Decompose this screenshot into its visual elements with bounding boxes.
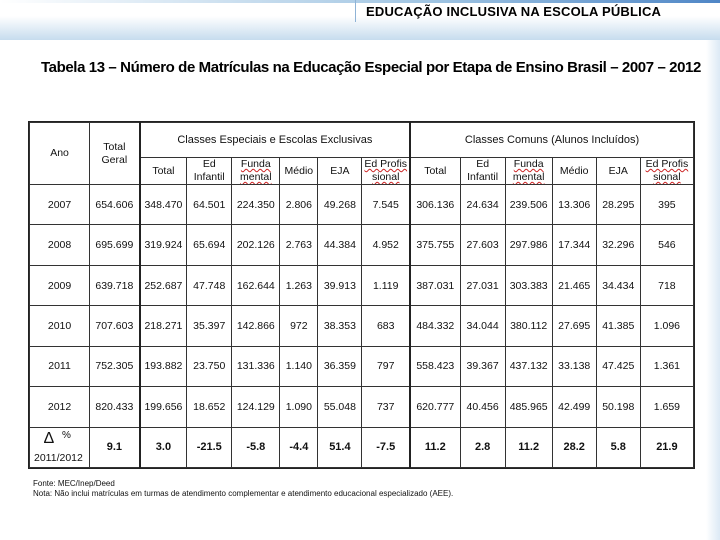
header-ano: Ano <box>30 123 90 185</box>
cell-ano: 2008 <box>30 225 90 265</box>
footer-source: Fonte: MEC/Inep/Deed <box>33 479 115 488</box>
cell-comuns: 40.456 <box>460 387 505 427</box>
cell-delta-comuns: 21.9 <box>640 427 693 467</box>
cell-especiais: 193.882 <box>140 346 187 386</box>
cell-comuns: 437.132 <box>505 346 552 386</box>
cell-comuns: 546 <box>640 225 693 265</box>
header-esp-eja: EJA <box>318 158 362 185</box>
cell-comuns: 558.423 <box>410 346 460 386</box>
header-com-ed-infantil: Ed Infantil <box>460 158 505 185</box>
cell-comuns: 32.296 <box>596 225 640 265</box>
cell-especiais: 202.126 <box>232 225 280 265</box>
cell-delta-comuns: 11.2 <box>505 427 552 467</box>
cell-comuns: 13.306 <box>552 185 596 225</box>
cell-comuns: 47.425 <box>596 346 640 386</box>
cell-especiais: 319.924 <box>140 225 187 265</box>
cell-comuns: 42.499 <box>552 387 596 427</box>
header-esp-fundamental-text: Funda mental <box>240 158 272 183</box>
data-table <box>29 122 694 468</box>
header-com-ed-profissional <box>640 158 693 185</box>
cell-delta-label <box>30 427 90 467</box>
cell-comuns: 24.634 <box>460 185 505 225</box>
cell-especiais: 65.694 <box>187 225 232 265</box>
cell-delta-especiais: 3.0 <box>140 427 187 467</box>
cell-delta-comuns: 2.8 <box>460 427 505 467</box>
cell-especiais: 23.750 <box>187 346 232 386</box>
header-esp-medio: Médio <box>280 158 318 185</box>
cell-ano: 2010 <box>30 306 90 346</box>
cell-especiais: 124.129 <box>232 387 280 427</box>
cell-especiais: 1.263 <box>280 265 318 305</box>
side-decoration <box>706 40 720 540</box>
cell-especiais: 131.336 <box>232 346 280 386</box>
cell-comuns: 484.332 <box>410 306 460 346</box>
table-row <box>30 306 694 346</box>
cell-comuns: 17.344 <box>552 225 596 265</box>
table-row <box>30 265 694 305</box>
header-com-ed-profissional-text: Ed Profis sional <box>645 158 689 183</box>
table-row <box>30 185 694 225</box>
header-divider <box>355 0 356 22</box>
cell-especiais: 2.806 <box>280 185 318 225</box>
cell-delta-especiais: -21.5 <box>187 427 232 467</box>
cell-especiais: 7.545 <box>362 185 410 225</box>
cell-comuns: 27.695 <box>552 306 596 346</box>
cell-especiais: 18.652 <box>187 387 232 427</box>
cell-comuns: 41.385 <box>596 306 640 346</box>
cell-especiais: 162.644 <box>232 265 280 305</box>
header-total-geral: Total Geral <box>90 123 140 185</box>
cell-comuns: 27.031 <box>460 265 505 305</box>
cell-total-geral: 752.305 <box>90 346 140 386</box>
header-esp-total: Total <box>140 158 187 185</box>
cell-delta-especiais: 51.4 <box>318 427 362 467</box>
cell-especiais: 972 <box>280 306 318 346</box>
delta-row <box>30 427 694 467</box>
cell-especiais: 4.952 <box>362 225 410 265</box>
cell-comuns: 395 <box>640 185 693 225</box>
cell-comuns: 306.136 <box>410 185 460 225</box>
cell-comuns: 1.361 <box>640 346 693 386</box>
cell-comuns: 50.198 <box>596 387 640 427</box>
cell-especiais: 224.350 <box>232 185 280 225</box>
cell-ano: 2007 <box>30 185 90 225</box>
cell-comuns: 34.434 <box>596 265 640 305</box>
header-title: EDUCAÇÃO INCLUSIVA NA ESCOLA PÚBLICA <box>366 4 662 19</box>
cell-delta-especiais: -4.4 <box>280 427 318 467</box>
cell-comuns: 1.659 <box>640 387 693 427</box>
header-com-total: Total <box>410 158 460 185</box>
cell-comuns: 39.367 <box>460 346 505 386</box>
table-row <box>30 225 694 265</box>
cell-especiais: 252.687 <box>140 265 187 305</box>
table-header-group-row <box>30 123 694 158</box>
cell-delta-especiais: -7.5 <box>362 427 410 467</box>
cell-delta-comuns: 11.2 <box>410 427 460 467</box>
cell-total-geral: 707.603 <box>90 306 140 346</box>
cell-especiais: 218.271 <box>140 306 187 346</box>
header-com-medio: Médio <box>552 158 596 185</box>
cell-especiais: 1.140 <box>280 346 318 386</box>
cell-especiais: 39.913 <box>318 265 362 305</box>
cell-delta-comuns: 5.8 <box>596 427 640 467</box>
cell-especiais: 199.656 <box>140 387 187 427</box>
cell-comuns: 1.096 <box>640 306 693 346</box>
cell-comuns: 33.138 <box>552 346 596 386</box>
header-classes-especiais: Classes Especiais e Escolas Exclusivas <box>140 123 410 158</box>
cell-especiais: 64.501 <box>187 185 232 225</box>
cell-total-geral: 654.606 <box>90 185 140 225</box>
cell-comuns: 380.112 <box>505 306 552 346</box>
cell-comuns: 485.965 <box>505 387 552 427</box>
cell-ano: 2012 <box>30 387 90 427</box>
cell-especiais: 55.048 <box>318 387 362 427</box>
header-com-fundamental <box>505 158 552 185</box>
cell-ano: 2011 <box>30 346 90 386</box>
footer-note: Nota: Não inclui matrículas em turmas de atendimento complementar e atendimento educacional especializado (AEE). <box>33 489 454 498</box>
delta-label-wrap <box>30 428 89 467</box>
header-accent-line <box>0 0 720 3</box>
cell-especiais: 1.090 <box>280 387 318 427</box>
delta-period: 2011/2012 <box>34 452 83 464</box>
header-esp-ed-profissional-text: Ed Profis sional <box>364 158 408 183</box>
cell-especiais: 797 <box>362 346 410 386</box>
cell-comuns: 718 <box>640 265 693 305</box>
header-esp-fundamental <box>232 158 280 185</box>
cell-especiais: 36.359 <box>318 346 362 386</box>
header-classes-comuns: Classes Comuns (Alunos Incluídos) <box>410 123 693 158</box>
cell-total-geral: 820.433 <box>90 387 140 427</box>
header-com-eja: EJA <box>596 158 640 185</box>
cell-especiais: 47.748 <box>187 265 232 305</box>
cell-especiais: 348.470 <box>140 185 187 225</box>
cell-especiais: 737 <box>362 387 410 427</box>
cell-comuns: 387.031 <box>410 265 460 305</box>
cell-ano: 2009 <box>30 265 90 305</box>
cell-delta-comuns: 28.2 <box>552 427 596 467</box>
delta-symbol: ∆ <box>44 429 54 447</box>
cell-total-geral: 639.718 <box>90 265 140 305</box>
table-row <box>30 346 694 386</box>
cell-especiais: 38.353 <box>318 306 362 346</box>
cell-comuns: 620.777 <box>410 387 460 427</box>
cell-especiais: 142.866 <box>232 306 280 346</box>
slide-title: Tabela 13 – Número de Matrículas na Educação Especial por Etapa de Ensino Brasil – 2007 – 2012 <box>41 59 701 76</box>
cell-total-geral: 695.699 <box>90 225 140 265</box>
enrollment-table <box>28 121 695 469</box>
cell-comuns: 375.755 <box>410 225 460 265</box>
cell-especiais: 35.397 <box>187 306 232 346</box>
cell-comuns: 28.295 <box>596 185 640 225</box>
table-footer <box>33 479 453 499</box>
header-esp-ed-profissional <box>362 158 410 185</box>
cell-comuns: 239.506 <box>505 185 552 225</box>
cell-comuns: 27.603 <box>460 225 505 265</box>
cell-comuns: 297.986 <box>505 225 552 265</box>
cell-comuns: 34.044 <box>460 306 505 346</box>
cell-especiais: 49.268 <box>318 185 362 225</box>
header-esp-ed-infantil: Ed Infantil <box>187 158 232 185</box>
cell-especiais: 44.384 <box>318 225 362 265</box>
cell-especiais: 683 <box>362 306 410 346</box>
cell-delta-total-geral: 9.1 <box>90 427 140 467</box>
table-body <box>30 185 694 468</box>
cell-especiais: 2.763 <box>280 225 318 265</box>
table-row <box>30 387 694 427</box>
header-com-fundamental-text: Funda mental <box>512 158 545 183</box>
cell-especiais: 1.119 <box>362 265 410 305</box>
delta-percent: % <box>62 429 71 441</box>
cell-comuns: 21.465 <box>552 265 596 305</box>
cell-comuns: 303.383 <box>505 265 552 305</box>
cell-delta-especiais: -5.8 <box>232 427 280 467</box>
